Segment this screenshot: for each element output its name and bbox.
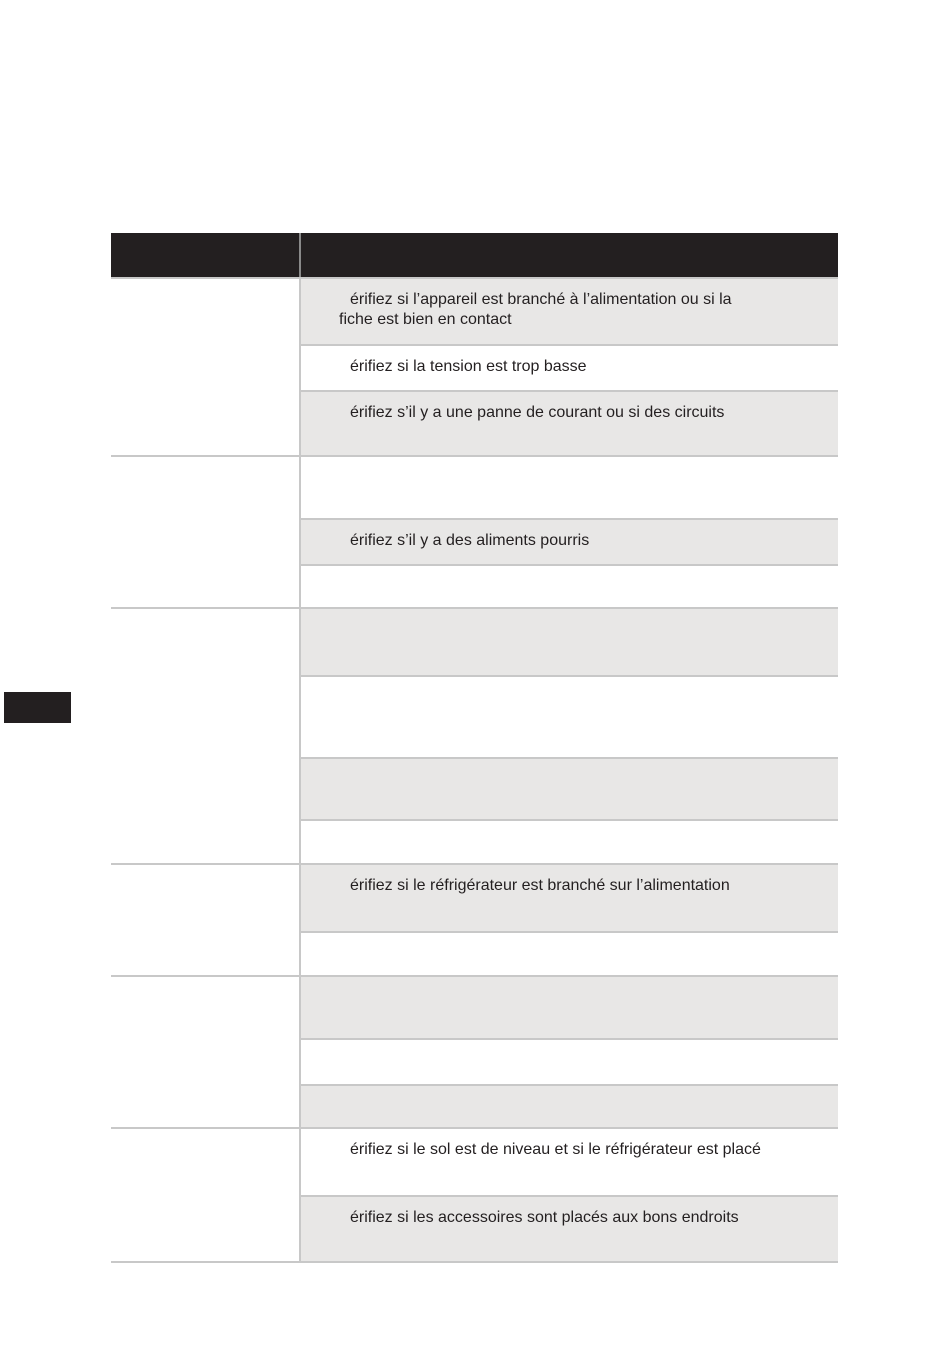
solution-row xyxy=(301,1195,838,1261)
column-divider xyxy=(299,279,301,455)
solution-text: érifiez si la tension est trop basse xyxy=(350,358,587,375)
solution-row xyxy=(301,390,838,455)
section-tab xyxy=(4,692,71,723)
header-divider xyxy=(299,233,301,277)
table-group xyxy=(111,607,838,863)
solution-row xyxy=(301,518,838,564)
solution-text: érifiez si les accessoires sont placés aux bons endroits xyxy=(350,1209,739,1226)
table-group xyxy=(111,863,838,975)
solution-row xyxy=(301,344,838,390)
column-divider xyxy=(299,1129,301,1261)
troubleshooting-table xyxy=(111,233,838,1263)
solution-row xyxy=(301,1038,838,1084)
solution-row xyxy=(301,675,838,757)
table-header xyxy=(111,233,838,277)
column-divider xyxy=(299,457,301,607)
solution-text: érifiez s’il y a des aliments pourris xyxy=(350,532,590,549)
solution-text-cont: fiche est bien en contact xyxy=(339,311,512,328)
column-divider xyxy=(299,865,301,975)
solution-text: érifiez s’il y a une panne de courant ou si des circuits xyxy=(350,404,725,421)
solution-row xyxy=(301,865,838,931)
table-group xyxy=(111,455,838,607)
solution-row xyxy=(301,609,838,675)
solution-text: érifiez si l’appareil est branché à l’alimentation ou si la xyxy=(350,291,732,308)
column-divider xyxy=(299,609,301,863)
table-group xyxy=(111,277,838,455)
column-divider xyxy=(299,977,301,1127)
solution-row xyxy=(301,819,838,863)
solution-text: érifiez si le réfrigérateur est branché sur l’alimentation xyxy=(350,877,730,894)
solution-row xyxy=(301,279,838,344)
table-group xyxy=(111,1127,838,1263)
solution-row xyxy=(301,1084,838,1127)
solution-row xyxy=(301,1129,838,1195)
solution-row xyxy=(301,564,838,607)
table-group xyxy=(111,975,838,1127)
solution-row xyxy=(301,757,838,819)
solution-row xyxy=(301,977,838,1038)
solution-row xyxy=(301,931,838,975)
solution-row xyxy=(301,457,838,518)
solution-text: érifiez si le sol est de niveau et si le réfrigérateur est placé xyxy=(350,1141,761,1158)
